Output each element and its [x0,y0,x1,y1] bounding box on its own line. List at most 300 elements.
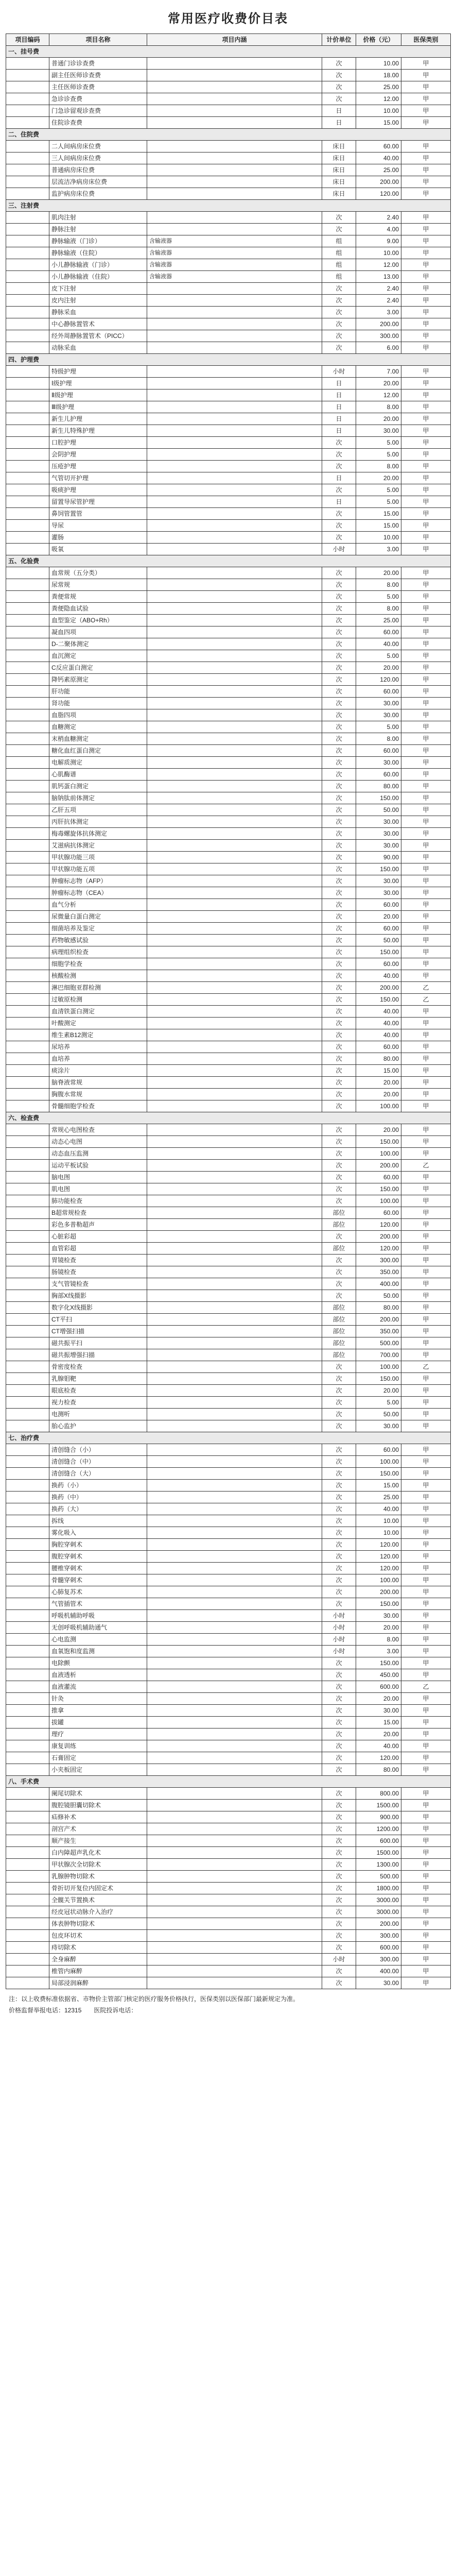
item-price: 30.00 [356,1977,401,1989]
item-insurance: 甲 [401,235,451,247]
item-name: 血管彩超 [49,1243,147,1255]
item-price: 90.00 [356,852,401,863]
item-insurance: 甲 [401,1172,451,1183]
item-desc [147,1243,322,1255]
item-code [6,105,49,117]
item-price: 80.00 [356,781,401,792]
table-row [6,271,451,283]
item-name: 心肌酶谱 [49,769,147,781]
item-unit: 部位 [322,1326,356,1337]
item-price: 350.00 [356,1266,401,1278]
table-row [6,567,451,579]
table-row [6,792,451,804]
table-row [6,1622,451,1634]
item-insurance: 甲 [401,958,451,970]
item-code [6,1681,49,1693]
item-desc [147,1207,322,1219]
item-code [6,366,49,378]
table-row [6,1397,451,1409]
table-row [6,1681,451,1693]
table-row [6,1610,451,1622]
table-row [6,745,451,757]
item-insurance: 甲 [401,1622,451,1634]
item-code [6,1954,49,1965]
item-desc [147,164,322,176]
item-insurance: 甲 [401,259,451,271]
item-name: 清创缝合（中） [49,1456,147,1468]
item-unit: 次 [322,579,356,591]
table-row [6,532,451,544]
item-code [6,93,49,105]
footer [6,1989,450,2015]
item-desc [147,994,322,1006]
item-unit: 小时 [322,1646,356,1657]
item-price: 120.00 [356,674,401,686]
item-desc [147,141,322,152]
item-insurance: 甲 [401,1302,451,1314]
item-insurance: 甲 [401,117,451,129]
item-insurance: 甲 [401,413,451,425]
item-desc [147,1906,322,1918]
item-insurance: 甲 [401,591,451,603]
item-code [6,1219,49,1231]
item-insurance: 甲 [401,1752,451,1764]
item-code [6,1835,49,1847]
item-name: 血清铁蛋白测定 [49,1006,147,1018]
item-desc [147,662,322,674]
item-insurance: 甲 [401,792,451,804]
item-desc [147,496,322,508]
table-row [6,461,451,472]
table-row [6,1089,451,1100]
item-desc [147,1717,322,1728]
item-name: 眼底检查 [49,1385,147,1397]
item-unit: 次 [322,1480,356,1492]
table-row [6,449,451,461]
item-code [6,1646,49,1657]
table-row [6,1728,451,1740]
item-desc [147,1385,322,1397]
item-unit: 次 [322,745,356,757]
item-code [6,1563,49,1574]
item-code [6,141,49,152]
table-row [6,1906,451,1918]
item-unit: 次 [322,626,356,638]
table-row [6,1918,451,1930]
item-unit: 次 [322,923,356,935]
item-price: 30.00 [356,698,401,709]
item-desc [147,1397,322,1409]
item-name: 拔罐 [49,1717,147,1728]
table-row [6,899,451,911]
item-code [6,721,49,733]
item-price: 30.00 [356,887,401,899]
item-insurance: 甲 [401,425,451,437]
table-row [6,1172,451,1183]
item-unit: 次 [322,1077,356,1089]
item-code [6,1409,49,1420]
table-row [6,318,451,330]
item-desc [147,1823,322,1835]
item-unit: 次 [322,1160,356,1172]
item-unit: 次 [322,650,356,662]
item-price: 400.00 [356,1278,401,1290]
item-price: 40.00 [356,638,401,650]
item-unit: 次 [322,295,356,307]
item-desc [147,1930,322,1942]
item-name: 骨折切开复位内固定术 [49,1883,147,1894]
item-price: 7.00 [356,366,401,378]
item-price: 150.00 [356,994,401,1006]
item-insurance: 甲 [401,295,451,307]
item-unit: 次 [322,1930,356,1942]
item-unit: 小时 [322,366,356,378]
item-price: 150.00 [356,792,401,804]
item-name: 梅毒螺旋体抗体测定 [49,828,147,840]
item-code [6,117,49,129]
table-row [6,840,451,852]
item-code [6,1811,49,1823]
item-unit: 次 [322,899,356,911]
table-row [6,1041,451,1053]
item-unit: 次 [322,792,356,804]
item-code [6,1420,49,1432]
item-desc [147,757,322,769]
item-unit: 次 [322,1255,356,1266]
item-name: 小夹板固定 [49,1764,147,1776]
table-row [6,1077,451,1089]
item-price: 300.00 [356,1930,401,1942]
item-insurance: 甲 [401,330,451,342]
item-name: 骨密度检查 [49,1361,147,1373]
item-unit: 次 [322,875,356,887]
item-insurance: 甲 [401,567,451,579]
item-desc [147,1965,322,1977]
table-row [6,1835,451,1847]
item-name: 急诊诊查费 [49,93,147,105]
item-desc [147,1053,322,1065]
item-insurance: 甲 [401,1492,451,1503]
table-row [6,1231,451,1243]
item-desc [147,792,322,804]
item-unit: 次 [322,307,356,318]
table-row [6,626,451,638]
item-insurance: 甲 [401,1456,451,1468]
item-insurance: 甲 [401,1290,451,1302]
item-code [6,318,49,330]
item-desc [147,982,322,994]
item-code [6,164,49,176]
item-price: 150.00 [356,1183,401,1195]
item-name: 末梢血糖测定 [49,733,147,745]
table-row [6,1788,451,1800]
item-price: 13.00 [356,271,401,283]
item-name: 血气分析 [49,899,147,911]
item-price: 300.00 [356,1255,401,1266]
item-unit: 部位 [322,1314,356,1326]
item-desc [147,1266,322,1278]
table-row [6,425,451,437]
item-desc [147,1409,322,1420]
item-desc [147,1728,322,1740]
item-insurance: 甲 [401,923,451,935]
item-name: 糖化血红蛋白测定 [49,745,147,757]
item-desc [147,1361,322,1373]
item-code [6,152,49,164]
item-desc [147,1302,322,1314]
item-desc [147,1148,322,1160]
table-row [6,1160,451,1172]
item-unit: 次 [322,1717,356,1728]
item-insurance: 甲 [401,1409,451,1420]
item-name: 肝功能 [49,686,147,698]
item-insurance: 甲 [401,603,451,615]
item-unit: 次 [322,1942,356,1954]
item-desc [147,295,322,307]
item-unit: 次 [322,1527,356,1539]
item-insurance: 甲 [401,1041,451,1053]
item-desc [147,461,322,472]
table-row [6,662,451,674]
item-desc [147,366,322,378]
item-code [6,1337,49,1349]
item-insurance: 甲 [401,1539,451,1551]
item-desc [147,58,322,70]
item-insurance: 乙 [401,982,451,994]
item-unit: 次 [322,1266,356,1278]
item-unit: 次 [322,1539,356,1551]
item-name: C反应蛋白测定 [49,662,147,674]
item-name: Ⅰ级护理 [49,378,147,389]
item-name: 丙肝抗体测定 [49,816,147,828]
item-desc [147,899,322,911]
item-desc [147,212,322,224]
item-name: 中心静脉置管术 [49,318,147,330]
item-unit: 次 [322,911,356,923]
section-row [6,1432,451,1444]
item-name: 细菌培养及鉴定 [49,923,147,935]
item-unit: 次 [322,1705,356,1717]
item-code [6,1468,49,1480]
item-price: 120.00 [356,1563,401,1574]
item-insurance: 甲 [401,1977,451,1989]
item-desc [147,307,322,318]
item-code [6,1752,49,1764]
table-row [6,1847,451,1859]
item-insurance: 甲 [401,1574,451,1586]
section-row [6,555,451,567]
item-desc [147,1444,322,1456]
table-row [6,164,451,176]
item-code [6,1029,49,1041]
table-row [6,1148,451,1160]
item-price: 60.00 [356,1041,401,1053]
item-desc [147,1492,322,1503]
item-desc [147,970,322,982]
item-code [6,461,49,472]
item-unit: 组 [322,259,356,271]
table-row [6,212,451,224]
table-row [6,1965,451,1977]
item-name: 磁共振增强扫描 [49,1349,147,1361]
item-desc [147,650,322,662]
item-desc [147,1800,322,1811]
item-desc [147,1420,322,1432]
item-code [6,378,49,389]
item-desc [147,698,322,709]
table-row [6,472,451,484]
item-code [6,626,49,638]
item-code [6,1800,49,1811]
section-title: 四、护理费 [6,354,451,366]
item-code [6,1930,49,1942]
item-name: 电解质测定 [49,757,147,769]
item-unit: 次 [322,1811,356,1823]
table-row [6,863,451,875]
table-row [6,1942,451,1954]
item-code [6,1255,49,1266]
item-code [6,840,49,852]
item-code [6,437,49,449]
table-row [6,709,451,721]
item-unit: 次 [322,733,356,745]
item-desc [147,828,322,840]
item-name: 肌电图 [49,1183,147,1195]
item-desc [147,935,322,946]
item-price: 100.00 [356,1148,401,1160]
item-insurance: 甲 [401,1610,451,1622]
item-insurance: 甲 [401,1136,451,1148]
item-unit: 日 [322,117,356,129]
item-unit: 次 [322,1977,356,1989]
item-code [6,413,49,425]
item-name: 清创缝合（小） [49,1444,147,1456]
item-price: 25.00 [356,1492,401,1503]
item-unit: 次 [322,698,356,709]
item-name: 肌钙蛋白测定 [49,781,147,792]
item-price: 60.00 [356,1207,401,1219]
item-name: 乙肝五项 [49,804,147,816]
item-name: 吸痰护理 [49,484,147,496]
table-row [6,1290,451,1302]
item-name: 动态心电图 [49,1136,147,1148]
table-row [6,1586,451,1598]
item-name: 呼吸机辅助呼吸 [49,1610,147,1622]
item-unit: 次 [322,958,356,970]
item-insurance: 甲 [401,970,451,982]
item-code [6,816,49,828]
item-insurance: 甲 [401,1788,451,1800]
item-name: 推拿 [49,1705,147,1717]
item-name: 常规心电图检查 [49,1124,147,1136]
item-unit: 次 [322,1018,356,1029]
item-desc [147,1669,322,1681]
item-desc [147,520,322,532]
item-code [6,1669,49,1681]
item-insurance: 甲 [401,141,451,152]
table-row [6,81,451,93]
item-price: 600.00 [356,1681,401,1693]
item-price: 50.00 [356,935,401,946]
item-price: 40.00 [356,1740,401,1752]
item-price: 20.00 [356,378,401,389]
item-price: 60.00 [356,923,401,935]
item-unit: 次 [322,532,356,544]
item-unit: 次 [322,1444,356,1456]
item-insurance: 甲 [401,283,451,295]
table-row [6,1243,451,1255]
item-desc [147,686,322,698]
item-name: 鼻饲管置管 [49,508,147,520]
item-price: 200.00 [356,176,401,188]
item-price: 25.00 [356,81,401,93]
item-name: 血培养 [49,1053,147,1065]
table-row [6,58,451,70]
table-row [6,1468,451,1480]
item-price: 30.00 [356,709,401,721]
header-name: 项目名称 [49,34,147,46]
item-desc [147,1160,322,1172]
item-price: 15.00 [356,117,401,129]
item-price: 150.00 [356,1598,401,1610]
item-code [6,1302,49,1314]
item-unit: 次 [322,982,356,994]
item-insurance: 甲 [401,176,451,188]
table-row [6,1302,451,1314]
item-price: 150.00 [356,1657,401,1669]
item-name: 无创呼吸机辅助通气 [49,1622,147,1634]
item-unit: 次 [322,437,356,449]
item-desc [147,378,322,389]
item-insurance: 乙 [401,1361,451,1373]
item-insurance: 甲 [401,887,451,899]
item-name: 雾化吸入 [49,1527,147,1539]
item-code [6,1006,49,1018]
table-row [6,295,451,307]
item-desc [147,1598,322,1610]
item-unit: 组 [322,247,356,259]
table-row [6,1266,451,1278]
item-price: 20.00 [356,1124,401,1136]
item-price: 20.00 [356,662,401,674]
item-name: 气管插管术 [49,1598,147,1610]
item-insurance: 甲 [401,544,451,555]
table-row [6,1409,451,1420]
item-insurance: 甲 [401,769,451,781]
item-desc [147,911,322,923]
table-row [6,721,451,733]
item-code [6,1124,49,1136]
item-code [6,271,49,283]
item-code [6,1918,49,1930]
section-row [6,1776,451,1788]
item-name: 气管切开护理 [49,472,147,484]
item-insurance: 甲 [401,852,451,863]
item-code [6,1243,49,1255]
item-code [6,1574,49,1586]
item-name: 肺功能检查 [49,1195,147,1207]
item-price: 20.00 [356,1693,401,1705]
item-desc [147,1136,322,1148]
table-row [6,1255,451,1266]
item-code [6,567,49,579]
table-row [6,1693,451,1705]
item-code [6,1693,49,1705]
item-price: 30.00 [356,840,401,852]
item-insurance: 甲 [401,1918,451,1930]
item-name: 疝修补术 [49,1811,147,1823]
item-desc [147,1468,322,1480]
